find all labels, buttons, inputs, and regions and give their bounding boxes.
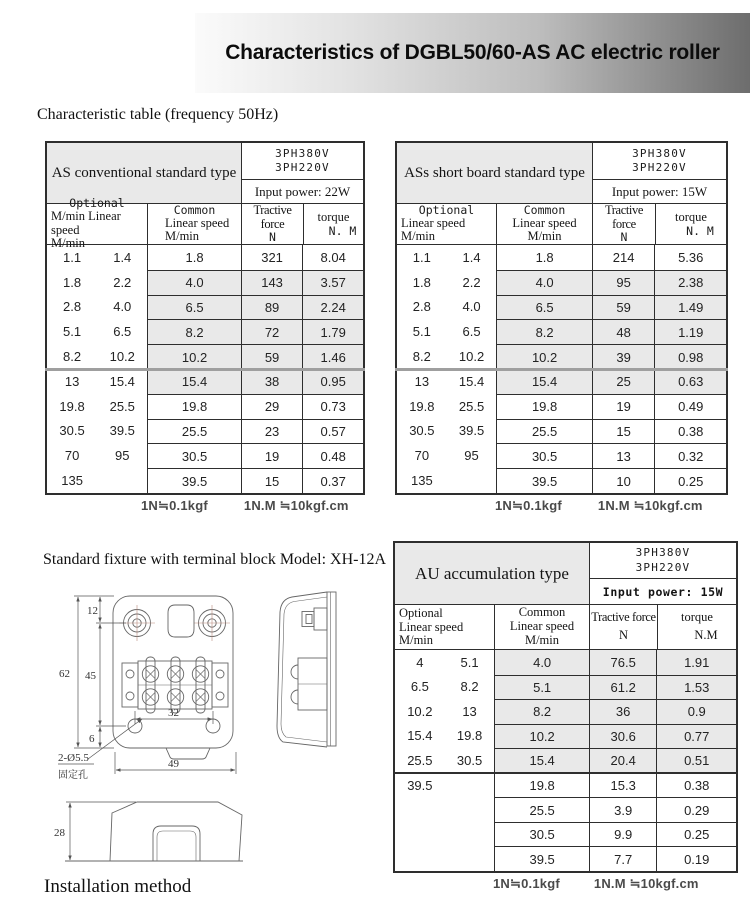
side-view xyxy=(277,592,336,747)
table-title: AU accumulation type xyxy=(395,543,590,604)
value-cell: 3.57 xyxy=(303,270,363,295)
value-cell: 25.5 xyxy=(497,419,591,444)
optional-speed-value: 19.8 xyxy=(59,398,85,414)
header-line: N. M xyxy=(328,223,357,238)
optional-speed-row xyxy=(397,394,496,419)
ass-short-board-table xyxy=(395,141,728,514)
value-cell: 19 xyxy=(593,394,655,419)
header-line: Optional xyxy=(418,203,475,218)
value-cell: 29 xyxy=(242,394,303,419)
optional-speed-row xyxy=(397,443,496,468)
value-cell: 4.0 xyxy=(148,270,240,295)
value-cell: 15.4 xyxy=(148,369,240,394)
value-cell: 61.2 xyxy=(590,675,657,700)
optional-speed-value: 1.4 xyxy=(462,249,481,265)
value-cell: 1.19 xyxy=(655,319,726,344)
optional-speed-value: 95 xyxy=(464,448,479,464)
optional-speed-row xyxy=(47,245,147,270)
optional-speed-value: 1.8 xyxy=(63,274,82,290)
optional-speed-value: 6.5 xyxy=(410,679,429,695)
optional-header xyxy=(47,196,148,251)
value-cell: 3.9 xyxy=(590,797,657,822)
optional-speed-value: 15.4 xyxy=(458,373,485,389)
value-cell: 0.38 xyxy=(657,773,736,798)
optional-header xyxy=(397,204,497,244)
value-cell: 23 xyxy=(242,419,303,444)
torque-header xyxy=(304,204,363,244)
optional-speed-row xyxy=(47,319,147,344)
value-cell: 8.2 xyxy=(495,699,588,724)
common-speed-column xyxy=(494,650,588,871)
dim-holes: 2-Ø5.5 xyxy=(58,752,89,764)
optional-speed-value: 39.5 xyxy=(407,777,433,793)
header-line: Common xyxy=(518,605,566,620)
value-cell: 15.4 xyxy=(495,748,588,773)
optional-speed-value: 1.4 xyxy=(113,249,132,265)
optional-speed-value: 1.1 xyxy=(63,249,82,265)
value-cell: 1.8 xyxy=(185,249,204,265)
column-headers xyxy=(395,605,736,650)
value-cell: 0.9 xyxy=(657,699,736,724)
optional-speed-value: 6.5 xyxy=(462,324,481,340)
dim-holes-cn: 固定孔 xyxy=(58,770,88,781)
value-cell: 0.77 xyxy=(657,724,736,749)
value-cell: 30.6 xyxy=(590,724,657,749)
value-cell: 10.2 xyxy=(497,344,591,369)
voltage-line: 3PH380V xyxy=(635,546,691,560)
table-body xyxy=(397,245,726,493)
section-divider xyxy=(395,368,728,371)
conversion-note xyxy=(393,876,738,892)
header-line: Linear speed M/min xyxy=(512,215,577,244)
voltage-line: 3PH220V xyxy=(632,161,687,174)
optional-speed-value: 25.5 xyxy=(109,398,135,414)
optional-speed-row xyxy=(395,650,494,675)
value-cell: 89 xyxy=(242,295,303,320)
header-line: Linear speed M/min xyxy=(509,619,575,647)
optional-speed-value: 8.2 xyxy=(63,349,82,365)
value-cell: 30.5 xyxy=(148,443,240,468)
torque-column xyxy=(656,650,736,871)
voltage-stack xyxy=(593,143,726,203)
bottom-view xyxy=(65,802,243,861)
value-cell: 1.91 xyxy=(657,650,736,675)
torque-header xyxy=(658,605,736,649)
header-line: M/min Linear speed xyxy=(51,209,121,237)
value-cell: 19 xyxy=(242,443,303,468)
dim-12: 12 xyxy=(87,605,98,617)
dim-49: 49 xyxy=(168,758,179,770)
header-line: Optional xyxy=(69,196,125,211)
value-cell: 39.5 xyxy=(495,846,588,871)
header-line: torque xyxy=(675,209,707,224)
tractive-force-header xyxy=(242,204,304,244)
optional-speed-row xyxy=(47,344,147,369)
value-cell: 8.2 xyxy=(497,319,591,344)
voltage-stack xyxy=(590,543,736,604)
value-cell: 39.5 xyxy=(497,468,591,493)
optional-speed-value: 39.5 xyxy=(109,423,135,439)
value-cell: 5.36 xyxy=(678,249,704,265)
optional-speed-value: 10.2 xyxy=(458,349,485,365)
torque-header xyxy=(656,204,726,244)
value-cell: 19.8 xyxy=(497,394,591,419)
header-line: N.M xyxy=(694,628,718,643)
table-box xyxy=(45,141,365,495)
table-header xyxy=(395,543,736,605)
table-header xyxy=(47,143,363,204)
optional-speed-row xyxy=(395,675,494,700)
voltage-line: 3PH380V xyxy=(632,146,687,160)
value-cell: 25.5 xyxy=(148,419,240,444)
optional-speed-row xyxy=(47,443,147,468)
terminal-screws xyxy=(142,666,208,705)
optional-speed-value: 4.0 xyxy=(462,299,481,315)
value-cell: 59 xyxy=(593,295,655,320)
conversion-note xyxy=(395,498,728,514)
header-line: M/min xyxy=(51,236,86,251)
optional-speed-value: 135 xyxy=(61,473,83,489)
header-line: Linear speed xyxy=(401,215,466,230)
optional-header xyxy=(395,605,495,649)
optional-speed-row xyxy=(47,419,147,444)
optional-speed-value: 15.4 xyxy=(407,728,433,744)
optional-speed-row xyxy=(397,369,496,394)
optional-speed-value: 135 xyxy=(410,473,433,489)
optional-speed-value: 25.5 xyxy=(407,752,433,768)
value-cell: 143 xyxy=(242,270,303,295)
optional-speed-column xyxy=(395,650,494,871)
value-cell: 10.2 xyxy=(148,344,240,369)
newton-meter-note: 1N.M ≒10kgf.cm xyxy=(593,875,699,891)
value-cell: 0.37 xyxy=(303,468,363,493)
header-line: Tractive force xyxy=(591,609,656,624)
optional-speed-row xyxy=(395,724,494,749)
optional-speed-row xyxy=(397,270,496,295)
optional-speed-row xyxy=(47,394,147,419)
optional-speed-row xyxy=(47,468,147,493)
value-cell: 1.46 xyxy=(303,344,363,369)
optional-speed-value: 2.2 xyxy=(462,274,481,290)
optional-speed-value: 1.1 xyxy=(412,249,431,265)
value-cell: 19.8 xyxy=(148,394,240,419)
header-line: N xyxy=(618,628,629,643)
voltage-cell xyxy=(242,143,363,180)
voltage-line: 3PH220V xyxy=(635,560,691,574)
value-cell: 0.32 xyxy=(655,443,726,468)
value-cell: 36 xyxy=(590,699,657,724)
terminal-block-drawing xyxy=(30,578,390,878)
optional-speed-row xyxy=(47,295,147,320)
value-cell: 15.3 xyxy=(590,773,657,798)
header-line: M/min xyxy=(401,229,436,244)
value-cell: 9.9 xyxy=(590,822,657,847)
newton-meter-note: 1N.M ≒10kgf.cm xyxy=(243,498,349,513)
value-cell: 0.25 xyxy=(657,822,736,847)
value-cell: 1.53 xyxy=(657,675,736,700)
column-headers xyxy=(397,204,726,245)
voltage-stack xyxy=(242,143,363,203)
value-cell: 15.4 xyxy=(497,369,591,394)
value-cell: 4.0 xyxy=(497,270,591,295)
optional-speed-value: 4 xyxy=(416,654,424,670)
optional-speed-value: 30.5 xyxy=(456,752,483,768)
optional-speed-value: 19.8 xyxy=(409,398,435,414)
optional-speed-row xyxy=(397,344,496,369)
optional-speed-value: 19.8 xyxy=(456,728,483,744)
header-line: Common xyxy=(173,203,216,218)
newton-meter-note: 1N.M ≒10kgf.cm xyxy=(597,498,703,513)
dim-32: 32 xyxy=(168,707,179,719)
header-line: Optional xyxy=(399,605,443,620)
fixture-model-label: Standard fixture with terminal block Model: XH-12A xyxy=(43,551,387,568)
optional-speed-value: 39.5 xyxy=(458,423,485,439)
tractive-force-column xyxy=(589,650,657,871)
common-header xyxy=(495,605,590,649)
optional-speed-value: 2.8 xyxy=(412,299,431,315)
value-cell: 1.79 xyxy=(303,319,363,344)
value-cell: 59 xyxy=(242,344,303,369)
section-divider xyxy=(393,772,738,774)
value-cell: 2.24 xyxy=(303,295,363,320)
common-header xyxy=(497,204,593,244)
title-banner xyxy=(195,13,750,93)
dim-45: 45 xyxy=(85,670,96,682)
input-power-cell: Input power: 15W xyxy=(611,183,708,199)
value-cell: 0.63 xyxy=(655,369,726,394)
value-cell: 10.2 xyxy=(495,724,588,749)
value-cell: 95 xyxy=(593,270,655,295)
value-cell: 0.57 xyxy=(303,419,363,444)
value-cell: 214 xyxy=(612,249,635,265)
table-box xyxy=(395,141,728,495)
optional-speed-row xyxy=(395,773,494,798)
page-title: Characteristics of DGBL50/60-AS AC electric roller xyxy=(225,41,720,64)
optional-speed-value: 95 xyxy=(115,448,130,464)
header-line: N xyxy=(269,230,276,245)
optional-speed-value: 30.5 xyxy=(409,423,435,439)
optional-speed-value: 5.1 xyxy=(412,324,431,340)
optional-speed-value: 8.2 xyxy=(412,349,431,365)
value-cell: 6.5 xyxy=(497,295,591,320)
header-line: M/min xyxy=(165,229,200,244)
value-cell: 0.95 xyxy=(303,369,363,394)
optional-speed-value: 13 xyxy=(462,703,477,719)
optional-speed-value: 4.0 xyxy=(113,299,132,315)
value-cell: 5.1 xyxy=(495,675,588,700)
value-cell: 0.48 xyxy=(303,443,363,468)
optional-speed-value: 2.2 xyxy=(113,274,132,290)
value-cell: 0.25 xyxy=(655,468,726,493)
value-cell: 10 xyxy=(593,468,655,493)
as-conventional-table xyxy=(45,141,365,514)
optional-speed-value: 13 xyxy=(414,373,430,389)
value-cell: 321 xyxy=(261,249,283,265)
au-accumulation-table xyxy=(393,541,738,892)
header-line: Linear speed xyxy=(165,215,230,230)
value-cell: 8.04 xyxy=(320,249,346,265)
value-cell: 0.51 xyxy=(657,748,736,773)
header-line: torque xyxy=(681,609,713,624)
value-cell: 6.5 xyxy=(148,295,240,320)
optional-speed-value: 15.4 xyxy=(109,373,135,389)
value-cell: 38 xyxy=(242,369,303,394)
value-cell: 7.7 xyxy=(590,846,657,871)
dim-6: 6 xyxy=(89,733,95,745)
common-header xyxy=(148,204,242,244)
header-line: N xyxy=(620,230,628,245)
optional-speed-value: 70 xyxy=(414,448,430,464)
optional-speed-value: 10.2 xyxy=(407,703,433,719)
tractive-force-header xyxy=(590,605,658,649)
optional-speed-value: 70 xyxy=(64,448,80,464)
input-power-cell: Input power: 22W xyxy=(254,183,351,199)
value-cell: 19.8 xyxy=(495,773,588,798)
value-cell: 39 xyxy=(593,344,655,369)
value-cell: 72 xyxy=(242,319,303,344)
optional-speed-value: 1.8 xyxy=(412,274,431,290)
optional-speed-value: 25.5 xyxy=(458,398,485,414)
newton-note: 1N≒0.1kgf xyxy=(141,498,208,513)
column-headers xyxy=(47,196,363,251)
value-cell: 30.5 xyxy=(497,443,591,468)
voltage-line: 3PH380V xyxy=(275,146,330,160)
input-power-cell: Input power: 15W xyxy=(602,584,724,599)
value-cell: 20.4 xyxy=(590,748,657,773)
optional-speed-value: 6.5 xyxy=(113,324,132,340)
value-cell: 30.5 xyxy=(495,822,588,847)
voltage-cell xyxy=(593,143,726,180)
voltage-line: 3PH220V xyxy=(275,161,330,174)
value-cell: 15 xyxy=(593,419,655,444)
table-header xyxy=(397,143,726,204)
optional-speed-value: 10.2 xyxy=(109,349,135,365)
optional-speed-row xyxy=(47,270,147,295)
value-cell: 0.98 xyxy=(655,344,726,369)
value-cell: 13 xyxy=(593,443,655,468)
value-cell: 0.19 xyxy=(657,846,736,871)
header-line: Linear speed M/min xyxy=(399,619,464,647)
value-cell: 4.0 xyxy=(495,650,588,675)
table-title: AS conventional standard type xyxy=(47,143,242,203)
table-body xyxy=(47,245,363,493)
table-box xyxy=(393,541,738,873)
conversion-note xyxy=(45,498,365,514)
optional-speed-value: 8.2 xyxy=(460,679,479,695)
installation-method-label: Installation method xyxy=(44,876,192,897)
optional-speed-row xyxy=(397,319,496,344)
value-cell: 0.29 xyxy=(657,797,736,822)
value-cell: 0.49 xyxy=(655,394,726,419)
optional-speed-row xyxy=(395,699,494,724)
value-cell: 1.8 xyxy=(535,249,554,265)
value-cell: 39.5 xyxy=(148,468,240,493)
optional-speed-row xyxy=(397,468,496,493)
optional-speed-row xyxy=(397,245,496,270)
value-cell: 2.38 xyxy=(655,270,726,295)
optional-speed-row xyxy=(395,748,494,773)
value-cell: 15 xyxy=(242,468,303,493)
value-cell: 8.2 xyxy=(148,319,240,344)
table-title: ASs short board standard type xyxy=(397,143,593,203)
section-divider xyxy=(45,368,365,371)
voltage-cell xyxy=(590,543,736,579)
optional-speed-value: 5.1 xyxy=(460,654,479,670)
optional-speed-row xyxy=(47,369,147,394)
value-cell: 0.38 xyxy=(655,419,726,444)
tractive-force-header xyxy=(593,204,656,244)
header-line: Tractive force xyxy=(253,202,292,231)
value-cell: 25.5 xyxy=(495,797,588,822)
table-body xyxy=(395,650,736,871)
value-cell: 1.49 xyxy=(655,295,726,320)
front-view xyxy=(113,596,233,759)
characteristic-table-label: Characteristic table (frequency 50Hz) xyxy=(37,106,279,123)
dim-62: 62 xyxy=(59,668,70,680)
newton-note: 1N≒0.1kgf xyxy=(493,875,560,891)
optional-speed-value: 30.5 xyxy=(59,423,85,439)
newton-note: 1N≒0.1kgf xyxy=(495,498,562,513)
optional-speed-row xyxy=(397,419,496,444)
value-cell: 0.73 xyxy=(303,394,363,419)
bottom-dimensions xyxy=(66,802,136,860)
value-cell: 25 xyxy=(593,369,655,394)
header-line: N. M xyxy=(686,223,714,238)
value-cell: 48 xyxy=(593,319,655,344)
value-cell: 76.5 xyxy=(590,650,657,675)
dim-28: 28 xyxy=(54,827,65,839)
header-line: Tractive force xyxy=(605,202,643,231)
optional-speed-value: 2.8 xyxy=(63,299,82,315)
optional-speed-row xyxy=(397,295,496,320)
optional-speed-value: 13 xyxy=(64,373,80,389)
header-line: Common xyxy=(523,202,566,217)
header-line: torque xyxy=(317,209,350,224)
optional-speed-value: 5.1 xyxy=(63,324,82,340)
